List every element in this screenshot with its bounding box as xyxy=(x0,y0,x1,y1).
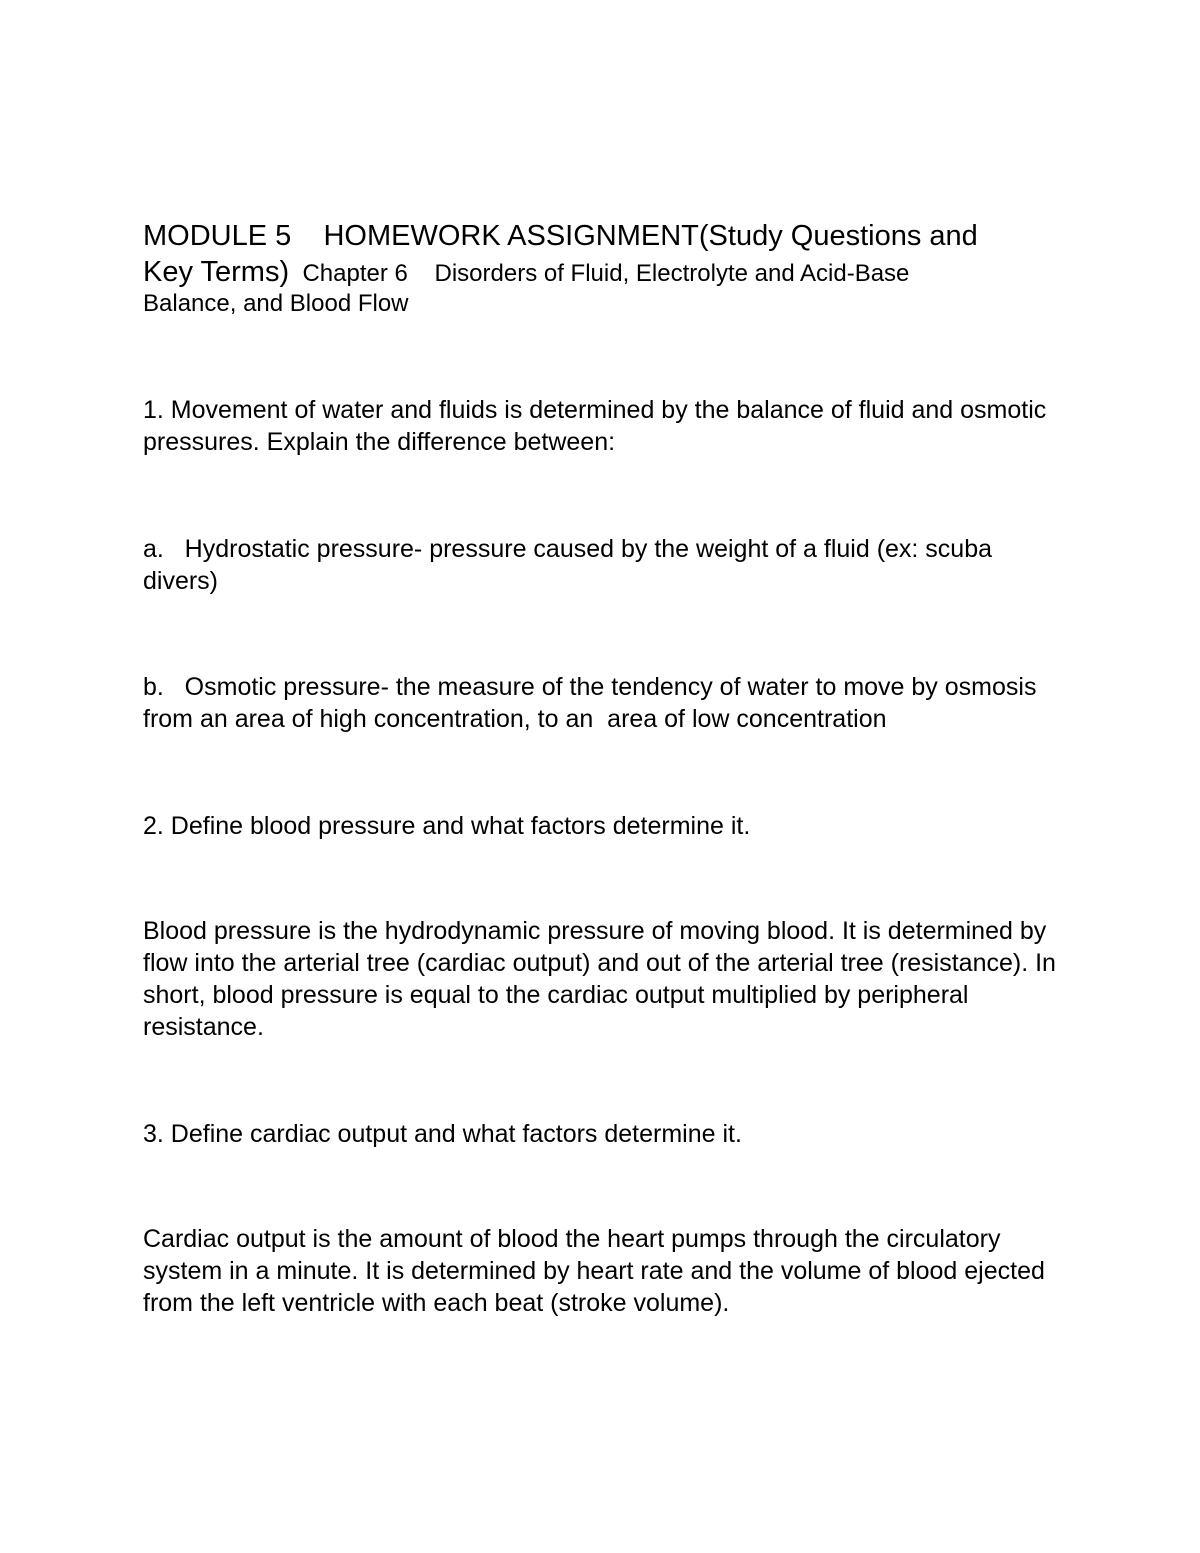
chapter-title: Chapter 6 Disorders of Fluid, Electrolyte and Acid-Base xyxy=(289,260,910,287)
answer-1b: b. Osmotic pressure- the measure of the tendency of water to move by osmosis from an area of high concentration, to an area of low concentration xyxy=(143,673,1044,733)
question-1: 1. Movement of water and fluids is determined by the balance of fluid and osmotic pressures. Explain the difference between: xyxy=(143,396,1054,456)
answer-2: Blood pressure is the hydrodynamic pressure of moving blood. It is determined by flow into the arterial tree (cardiac output) and out of the arterial tree (resistance). In short, blood pressure is equal to the cardiac output multiplied by peripheral resistance. xyxy=(143,917,1063,1041)
assignment-title: MODULE 5 HOMEWORK ASSIGNMENT(Study Questions and xyxy=(143,220,978,252)
question-3: 3. Define cardiac output and what factors determine it. xyxy=(143,1120,742,1148)
question-2: 2. Define blood pressure and what factors determine it. xyxy=(143,812,751,840)
chapter-title-continued: Balance, and Blood Flow xyxy=(143,290,409,317)
answer-3: Cardiac output is the amount of blood the heart pumps through the circulatory system in a minute. It is determined by heart rate and the volume of blood ejected from the left ventricle with each beat (stroke volume). xyxy=(143,1225,1052,1317)
answer-1a: a. Hydrostatic pressure- pressure caused by the weight of a fluid (ex: scuba divers) xyxy=(143,535,999,595)
key-terms-label: Key Terms) xyxy=(143,256,290,288)
